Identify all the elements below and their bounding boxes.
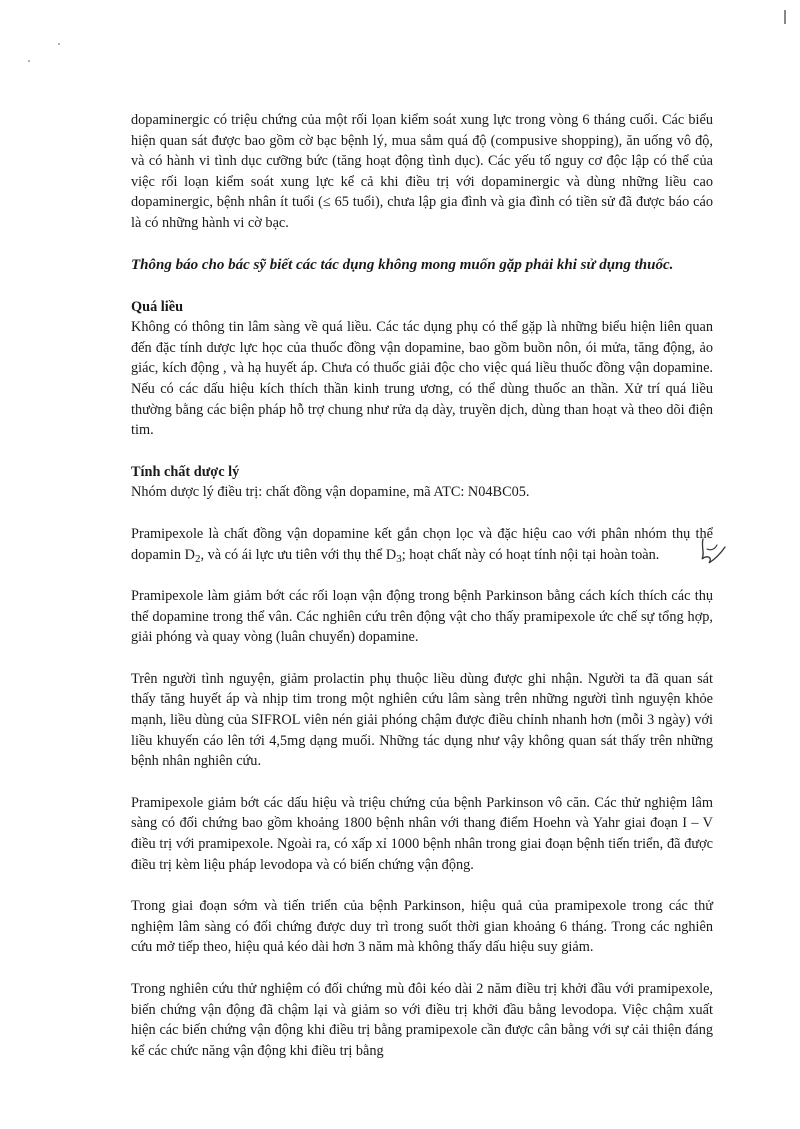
parkinson-mechanism-paragraph: Pramipexole làm giảm bớt các rối loạn vận động trong bệnh Parkinson bằng cách kích thích các thụ thể dopamine trong thể vân. Các nghiên cứu trên động vật cho thấy pramipexole ức chế sự tổng hợp, giải phóng và quay vòng (luân chuyển) dopamine. (131, 588, 713, 646)
scan-speck (28, 60, 30, 62)
document-body (131, 110, 713, 1061)
receptor-text-part2: , và có ái lực ưu tiên với thụ thể D (200, 546, 397, 563)
impulse-control-paragraph: dopaminergic có triệu chứng của một rối lọan kiểm soát xung lực trong vòng 6 tháng cuối. Các biểu hiện quan sát được bao gồm cờ bạc bệnh lý, mua sắm quá độ (compusive shopping), ăn uống vô độ, và có hành vi tình dục cưỡng bức (tăng hoạt động tình dục). Các yếu tố nguy cơ độc lập có thể của việc rối loạn kiểm soát xung lực kể cả khi điều trị với dopaminergic và dùng những liều cao dopaminergic, bệnh nhân ít tuổi (≤ 65 tuổi), chưa lập gia đình và gia đình có tiền sử đã được báo cáo là có những hành vi cờ bạc. (131, 112, 713, 231)
early-stage-paragraph: Trong giai đoạn sớm và tiến triển của bệnh Parkinson, hiệu quả của pramipexole trong các thử nghiệm lâm sàng có đối chứng được duy trì trong suốt thời gian khoảng 6 tháng. Trong các nghiên cứu mở tiếp theo, hiệu quả kéo dài hơn 3 năm mà không thấy dấu hiệu suy giảm. (131, 898, 713, 956)
pharmacology-group-line: Nhóm dược lý điều trị: chất đồng vận dopamine, mã ATC: N04BC05. (131, 484, 530, 501)
scan-speck (58, 43, 60, 45)
receptor-subscript-d3: 3 (396, 552, 402, 565)
scan-edge-mark (784, 10, 786, 24)
volunteer-study-paragraph: Trên người tình nguyện, giảm prolactin phụ thuộc liều dùng được ghi nhận. Người ta đã quan sát thấy tăng huyết áp và nhịp tim trong một nghiên cứu lâm sàng trên những người tình nguyện khỏe mạnh, liều dùng của SIFROL viên nén giải phóng chậm được điều chỉnh nhanh hơn (mỗi 3 ngày) với liều khuyến cáo lên tới 4,5mg dạng muối. Những tác dụng như vậy không quan sát thấy trên những bệnh nhân nghiên cứu. (131, 670, 713, 770)
double-blind-paragraph: Trong nghiên cứu thử nghiệm có đối chứng mù đôi kéo dài 2 năm điều trị khởi đầu với pramipexole, biến chứng vận động đã chậm lại và giảm so với điều trị khởi đầu bằng levodopa. Việc chậm xuất hiện các biến chứng vận động khi điều trị bằng pramipexole cần được cân bằng với sự cải thiện đáng kể các chức năng vận động khi điều trị bằng (131, 981, 713, 1059)
receptor-subscript-d2: 2 (194, 552, 201, 565)
receptor-text-part3: ; hoạt chất này có hoạt tính nội tại hoàn toàn. (401, 546, 660, 563)
pharmacology-heading: Tính chất dược lý (131, 463, 240, 480)
clinical-trials-paragraph: Pramipexole giảm bớt các dấu hiệu và triệu chứng của bệnh Parkinson vô căn. Các thử nghiệm lâm sàng có đối chứng bao gồm khoảng 1800 bệnh nhân với thang điểm Hoehn và Yahr giai đoạn I – V điều trị với pramipexole. Ngoài ra, có xấp xỉ 1000 bệnh nhân trong giai đoạn bệnh tiến triển, đã được điều trị kèm liệu pháp levodopa và có biến chứng vận động. (131, 794, 713, 873)
overdose-heading: Quá liều (131, 298, 184, 315)
overdose-paragraph: Không có thông tin lâm sàng về quá liều. Các tác dụng phụ có thể gặp là những biểu hiện liên quan đến đặc tính dược lực học của thuốc đồng vận dopamine, bao gồm buồn nôn, ói mửa, tăng động, ảo giác, kích động , và hạ huyết áp. Chưa có thuốc giải độc cho việc quá liều thuốc đồng vận dopamine. Nếu có các dấu hiệu kích thích thần kinh trung ương, có thể dùng thuốc an thần. Xử trí quá liều thường bằng các biện pháp hỗ trợ chung như rửa dạ dày, truyền dịch, dùng than hoạt và theo dõi điện tim. (131, 319, 713, 439)
receptor-paragraph (131, 524, 713, 565)
adverse-effects-notice: Thông báo cho bác sỹ biết các tác dụng không mong muốn gặp phải khi sử dụng thuốc. (131, 256, 674, 273)
receptor-text-part1: Pramipexole là chất đồng vận dopamine kết gắn chọn lọc và đặc hiệu cao với phân nhóm thụ thể dopamin D (131, 525, 713, 563)
